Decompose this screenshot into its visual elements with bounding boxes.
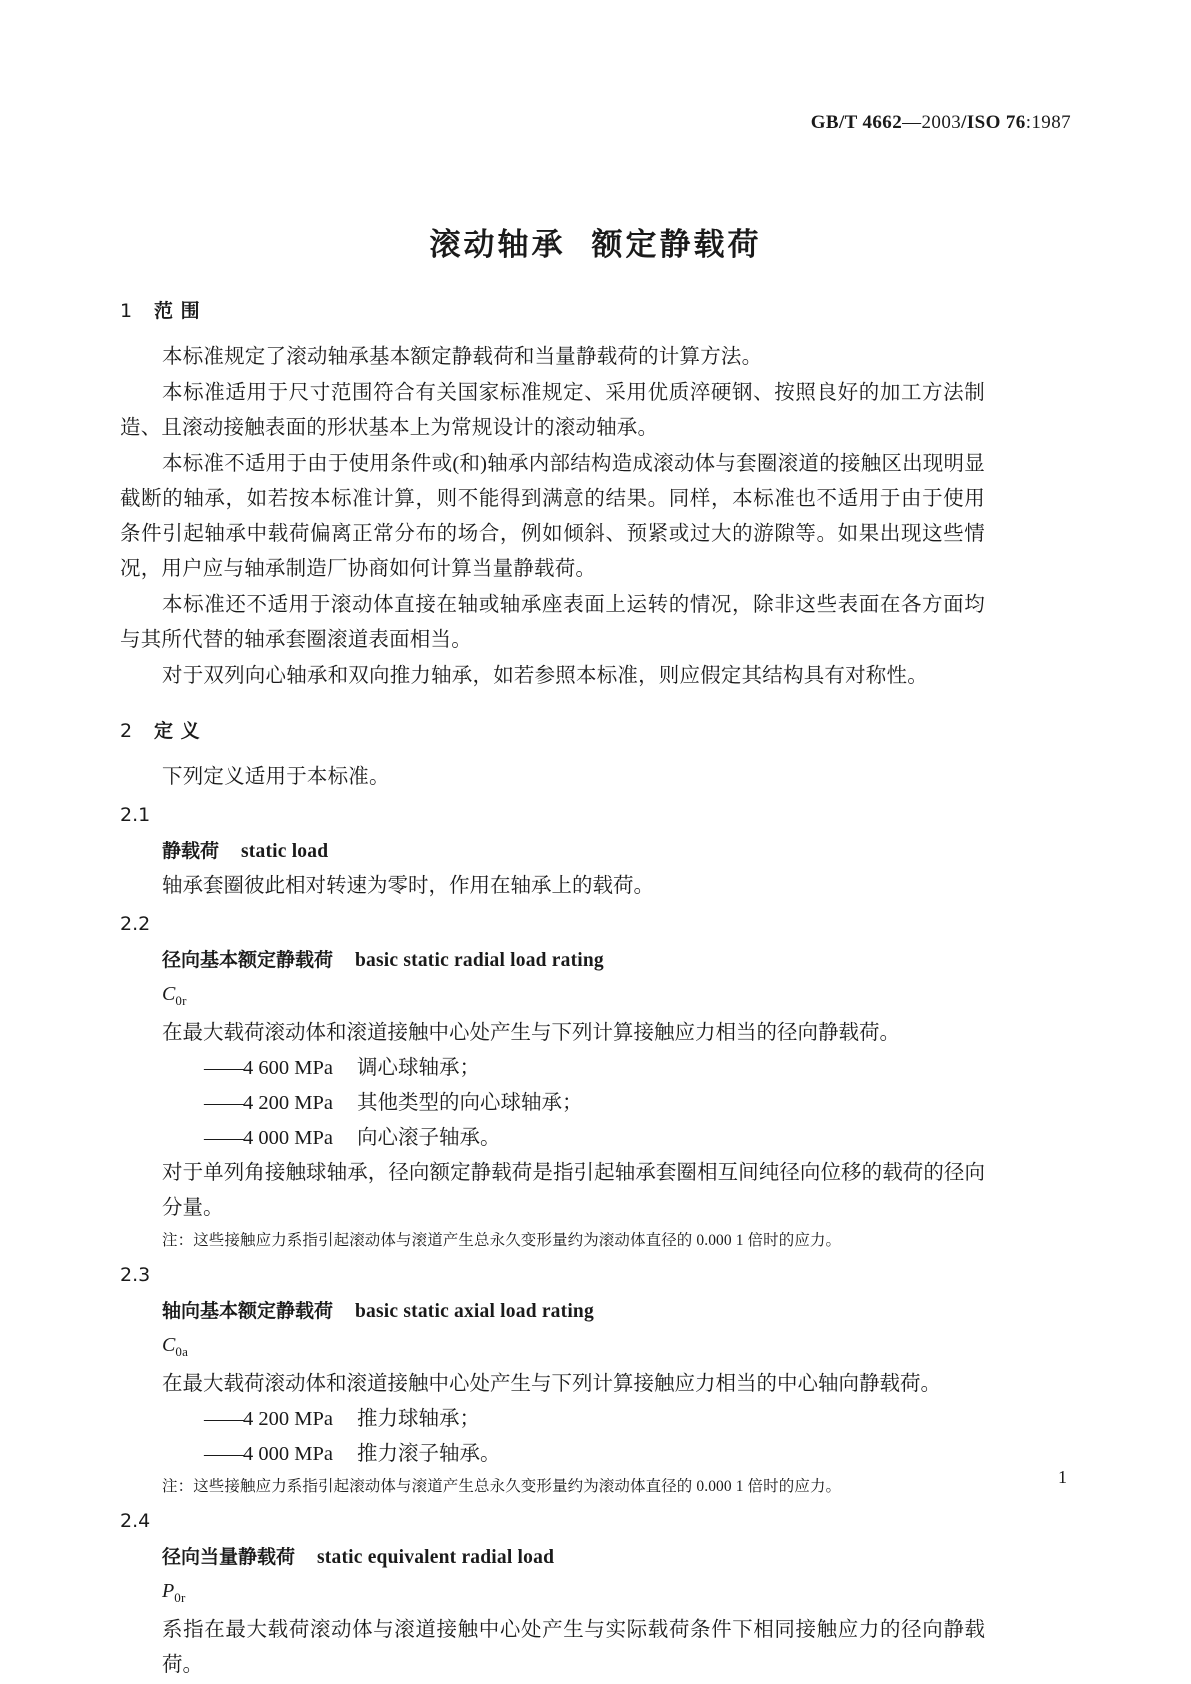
list-item (204, 1051, 985, 1086)
list-item (204, 1086, 985, 1121)
term-chinese: 径向基本额定静载荷 (162, 949, 334, 971)
subclause-number: 2.4 (120, 1510, 151, 1532)
running-header (811, 112, 1071, 134)
term-english: basic static axial load rating (355, 1301, 594, 1322)
paragraph: 下列定义适用于本标准。 (162, 766, 390, 788)
term-note: 注：这些接触应力系指引起滚动体与滚道产生总永久变形量约为滚动体直径的 0.000 1 倍时的应力。 (162, 1478, 842, 1495)
list-description: 推力球轴承； (356, 1408, 480, 1430)
term-definition: 在最大载荷滚动体和滚道接触中心处产生与下列计算接触应力相当的径向静载荷。 (162, 1022, 900, 1044)
paragraph: 对于双列向心轴承和双向推力轴承，如若参照本标准，则应假定其结构具有对称性。 (162, 665, 928, 687)
list-item (204, 1402, 985, 1437)
term-definition: 在最大载荷滚动体和滚道接触中心处产生与下列计算接触应力相当的中心轴向静载荷。 (162, 1373, 941, 1395)
subclause-number: 2.1 (120, 804, 151, 826)
list-description: 调心球轴承； (356, 1057, 480, 1079)
list-value: 4 600 MPa (243, 1057, 333, 1079)
term-heading (162, 943, 985, 978)
title-part-2: 额定静载荷 (591, 226, 762, 263)
subclause-number: 2.3 (120, 1264, 151, 1286)
page-title (0, 219, 1191, 264)
clause-heading-scope (120, 296, 985, 323)
term-english: static load (241, 841, 329, 862)
symbol-subscript: 0r (175, 993, 187, 1008)
iso-colon: : (1025, 112, 1032, 133)
list-description: 推力滚子轴承。 (356, 1443, 501, 1465)
paragraph: 本标准规定了滚动轴承基本额定静载荷和当量静载荷的计算方法。 (162, 346, 763, 368)
standard-year: 2003 (921, 112, 962, 133)
symbol-letter: P (162, 1580, 175, 1602)
list-value: 4 000 MPa (243, 1443, 333, 1465)
symbol-letter: C (162, 1334, 176, 1356)
term-chinese: 径向当量静载荷 (162, 1546, 296, 1568)
subclause-number: 2.2 (120, 913, 151, 935)
clause-title-2: 定 义 (154, 720, 201, 742)
clause-title-1: 范 围 (154, 300, 201, 322)
term-symbol (162, 1330, 985, 1367)
list-dash: —— (204, 1443, 243, 1465)
term-heading (162, 834, 985, 869)
header-dash: — (902, 112, 922, 133)
term-english: static equivalent radial load (317, 1547, 555, 1568)
list-value: 4 200 MPa (243, 1092, 333, 1114)
symbol-subscript: 0a (175, 1344, 189, 1359)
list-value: 4 000 MPa (243, 1127, 333, 1149)
term-definition: 轴承套圈彼此相对转速为零时，作用在轴承上的载荷。 (162, 875, 654, 897)
list-dash: —— (204, 1127, 243, 1149)
term-symbol (162, 1576, 985, 1613)
list-value: 4 200 MPa (243, 1408, 333, 1430)
list-description: 其他类型的向心球轴承； (356, 1092, 583, 1114)
term-english: basic static radial load rating (355, 950, 604, 971)
document-body (120, 296, 985, 1683)
term-note: 注：这些接触应力系指引起滚动体与滚道产生总永久变形量约为滚动体直径的 0.000 1 倍时的应力。 (162, 1232, 842, 1249)
term-extra-paragraph: 对于单列角接触球轴承，径向额定静载荷是指引起轴承套圈相互间纯径向位移的载荷的径向分量。 (162, 1162, 985, 1219)
clause-heading-definitions (120, 716, 985, 743)
title-part-1: 滚动轴承 (429, 226, 566, 263)
list-dash: —— (204, 1057, 243, 1079)
symbol-letter: C (162, 983, 176, 1005)
term-heading (162, 1294, 985, 1329)
term-symbol (162, 979, 985, 1016)
standard-number: GB/T 4662 (810, 112, 903, 133)
iso-year: 1987 (1031, 112, 1071, 133)
clause-number-1: 1 (120, 300, 133, 322)
list-dash: —— (204, 1408, 243, 1430)
list-item (204, 1121, 985, 1156)
paragraph: 本标准适用于尺寸范围符合有关国家标准规定、采用优质淬硬钢、按照良好的加工方法制造、且滚动接触表面的形状基本上为常规设计的滚动轴承。 (120, 382, 985, 439)
list-description: 向心滚子轴承。 (356, 1127, 501, 1149)
symbol-subscript: 0r (174, 1590, 186, 1605)
list-item (204, 1437, 985, 1472)
iso-reference: /ISO 76 (961, 112, 1026, 133)
page-number: 1 (1058, 1467, 1067, 1487)
term-heading (162, 1540, 985, 1575)
term-chinese: 静载荷 (162, 840, 220, 862)
list-dash: —— (204, 1092, 243, 1114)
term-definition: 系指在最大载荷滚动体与滚道接触中心处产生与实际载荷条件下相同接触应力的径向静载荷。 (162, 1619, 985, 1676)
paragraph: 本标准不适用于由于使用条件或(和)轴承内部结构造成滚动体与套圈滚道的接触区出现明显截断的轴承，如若按本标准计算，则不能得到满意的结果。同样，本标准也不适用于由于使用条件引起轴承中载荷偏离正常分布的场合，例如倾斜、预紧或过大的游隙等。如果出现这些情况，用户应与轴承制造厂协商如何计算当量静载荷。 (120, 453, 985, 580)
clause-number-2: 2 (120, 720, 133, 742)
paragraph: 本标准还不适用于滚动体直接在轴或轴承座表面上运转的情况，除非这些表面在各方面均与其所代替的轴承套圈滚道表面相当。 (120, 594, 985, 651)
term-chinese: 轴向基本额定静载荷 (162, 1300, 334, 1322)
